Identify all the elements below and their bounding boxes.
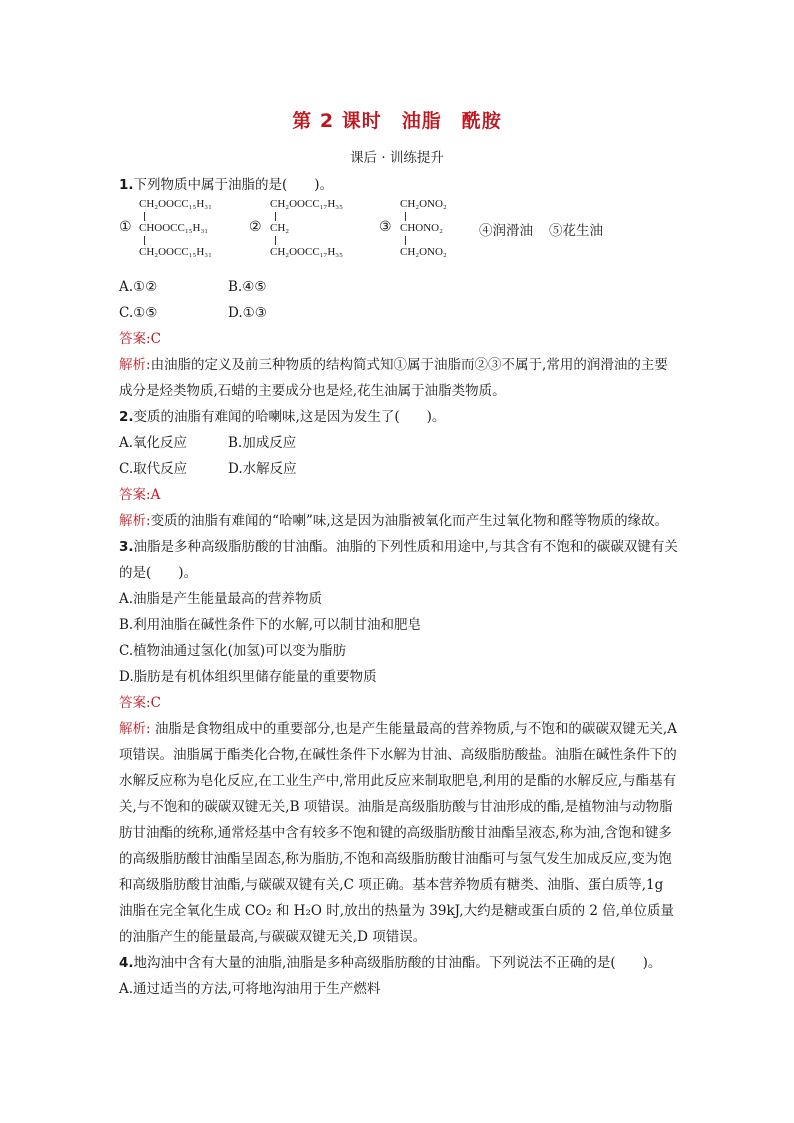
molecule-1-number: ① [119, 220, 132, 235]
question-2-answer [119, 482, 679, 508]
molecule-3-mid: CHONO₂ [400, 222, 443, 234]
molecule-1-bond-bottom [144, 236, 145, 245]
molecule-2-bond-bottom [275, 236, 276, 245]
molecule-1-bond-top [144, 212, 145, 221]
option-peanut-oil: ⑤花生油 [549, 223, 603, 238]
page-title: 第 2 课时 油脂 酰胺 [292, 110, 502, 132]
question-list [119, 172, 679, 1002]
molecule-2-top: CH₂OOCC₁₇H₃₅ [270, 198, 343, 210]
question-1-options-row-1 [119, 274, 679, 300]
question-4-text: 地沟油中含有大量的油脂,油脂是多种高级脂肪酸的甘油酯。下列说法不正确的是( )。 [133, 955, 662, 971]
question-4-stem [119, 950, 679, 976]
molecule-2-number: ② [249, 220, 262, 235]
question-1-text: 下列物质中属于油脂的是( )。 [133, 177, 334, 193]
explanation-label: 解析: [119, 721, 151, 737]
answer-value: A [150, 487, 161, 503]
question-3-stem [119, 534, 679, 586]
question-1-stem [119, 172, 679, 198]
molecule-2-mid: CH₂ [270, 222, 290, 234]
question-1-answer [119, 326, 679, 352]
answer-value: C [150, 331, 161, 347]
question-1-explanation [119, 352, 679, 404]
question-1-option-c: C.①⑤ [119, 305, 158, 321]
explanation-text: 变质的油脂有难闻的“哈喇”味,这是因为油脂被氧化而产生过氧化物和醛等物质的缘故。 [150, 513, 669, 529]
molecule-1-mid: CHOOCC₁₅H₃₁ [139, 222, 209, 234]
answer-value: C [150, 695, 161, 711]
explanation-text: 由油脂的定义及前三种物质的结构简式知①属于油脂而②③不属于,常用的润滑油的主要成分是烃类物质,石蜡的主要成分也是烃,花生油属于油脂类物质。 [119, 357, 668, 399]
question-2-option-d: D.水解反应 [228, 461, 297, 477]
question-3-option-a: A.油脂是产生能量最高的营养物质 [119, 591, 323, 607]
question-2-number: 2. [119, 409, 134, 425]
question-3-option-c: C.植物油通过氢化(加氢)可以变为脂肪 [119, 643, 347, 659]
question-3-text: 油脂是多种高级脂肪酸的甘油酯。油脂的下列性质和用途中,与其含有不饱和的碳碳双键有关的是( )。 [119, 539, 678, 581]
question-2-explanation [119, 508, 679, 534]
answer-label: 答案: [119, 331, 151, 347]
option-lubricating-oil: ④润滑油 [479, 223, 533, 238]
question-1-option-d: D.①③ [228, 305, 267, 321]
question-2-stem [119, 404, 679, 430]
answer-label: 答案: [119, 695, 151, 711]
question-1-options-row-2 [119, 300, 679, 326]
question-3-option-d: D.脂肪是有机体组织里储存能量的重要物质 [119, 669, 377, 685]
molecule-3-bond-bottom [405, 236, 406, 245]
question-3-explanation [119, 716, 679, 950]
question-4-option-a: A.通过适当的方法,可将地沟油用于生产燃料 [119, 981, 381, 997]
question-1-number: 1. [119, 177, 134, 193]
question-3-option-b: B.利用油脂在碱性条件下的水解,可以制甘油和肥皂 [119, 617, 422, 633]
molecule-3-number: ③ [379, 220, 392, 235]
question-1-option-b: B.④⑤ [228, 279, 267, 295]
molecule-2-bond-top [275, 212, 276, 221]
molecule-1-bottom: CH₂OOCC₁₅H₃₁ [139, 246, 212, 258]
question-2-options-row-2 [119, 456, 679, 482]
molecule-3-bottom: CH₂ONO₂ [400, 246, 447, 258]
question-1-formulas [119, 198, 679, 274]
explanation-label: 解析: [119, 357, 151, 373]
question-3-answer [119, 690, 679, 716]
explanation-label: 解析: [119, 513, 151, 529]
molecule-2-bottom: CH₂OOCC₁₇H₃₅ [270, 246, 343, 258]
question-2-option-a: A.氧化反应 [119, 435, 188, 451]
question-4-number: 4. [119, 955, 134, 971]
question-2-text: 变质的油脂有难闻的哈喇味,这是因为发生了( )。 [133, 409, 446, 425]
question-3-number: 3. [119, 539, 134, 555]
question-2-options-row-1 [119, 430, 679, 456]
question-1-option-a: A.①② [119, 279, 158, 295]
explanation-text: 油脂是食物组成中的重要部分,也是产生能量最高的营养物质,与不饱和的碳碳双键无关,A 项错误。油脂属于酯类化合物,在碱性条件下水解为甘油、高级脂肪酸盐。油脂在碱性条件下的水解反应称为皂化反应,在工业生产中,常用此反应来制取肥皂,利用的是酯的水解反应,与酯基有关,与不饱和的碳碳双键无关,B 项错误。油脂是高级脂肪酸与甘油形成的酯,是植物油与动物脂肪甘油酯的统称,通常烃基中含有较多不饱和键的高级脂肪酸甘油酯呈液态,称为油,含饱和键多的高级脂肪酸甘油酯呈固态,称为脂肪,不饱和高级脂肪酸甘油酯可与氢气发生加成反应,变为饱和高级脂肪酸甘油酯,与碳碳双键有关,C 项正确。基本营养物质有糖类、油脂、蛋白质等,1g 油脂在完全氧化生成 CO₂ 和 H₂O 时,放出的热量为 39kJ,大约是糖或蛋白质的 2 倍,单位质量的油脂产生的能量最高,与碳碳双键无关,D 项错误。 [119, 721, 677, 945]
answer-label: 答案: [119, 487, 151, 503]
molecule-3-top: CH₂ONO₂ [400, 198, 447, 210]
page-subtitle: 课后 · 训练提升 [350, 150, 444, 166]
question-2-option-c: C.取代反应 [119, 461, 188, 477]
molecule-1-top: CH₂OOCC₁₅H₃₁ [139, 198, 212, 210]
question-2-option-b: B.加成反应 [228, 435, 297, 451]
molecule-3-bond-top [405, 212, 406, 221]
